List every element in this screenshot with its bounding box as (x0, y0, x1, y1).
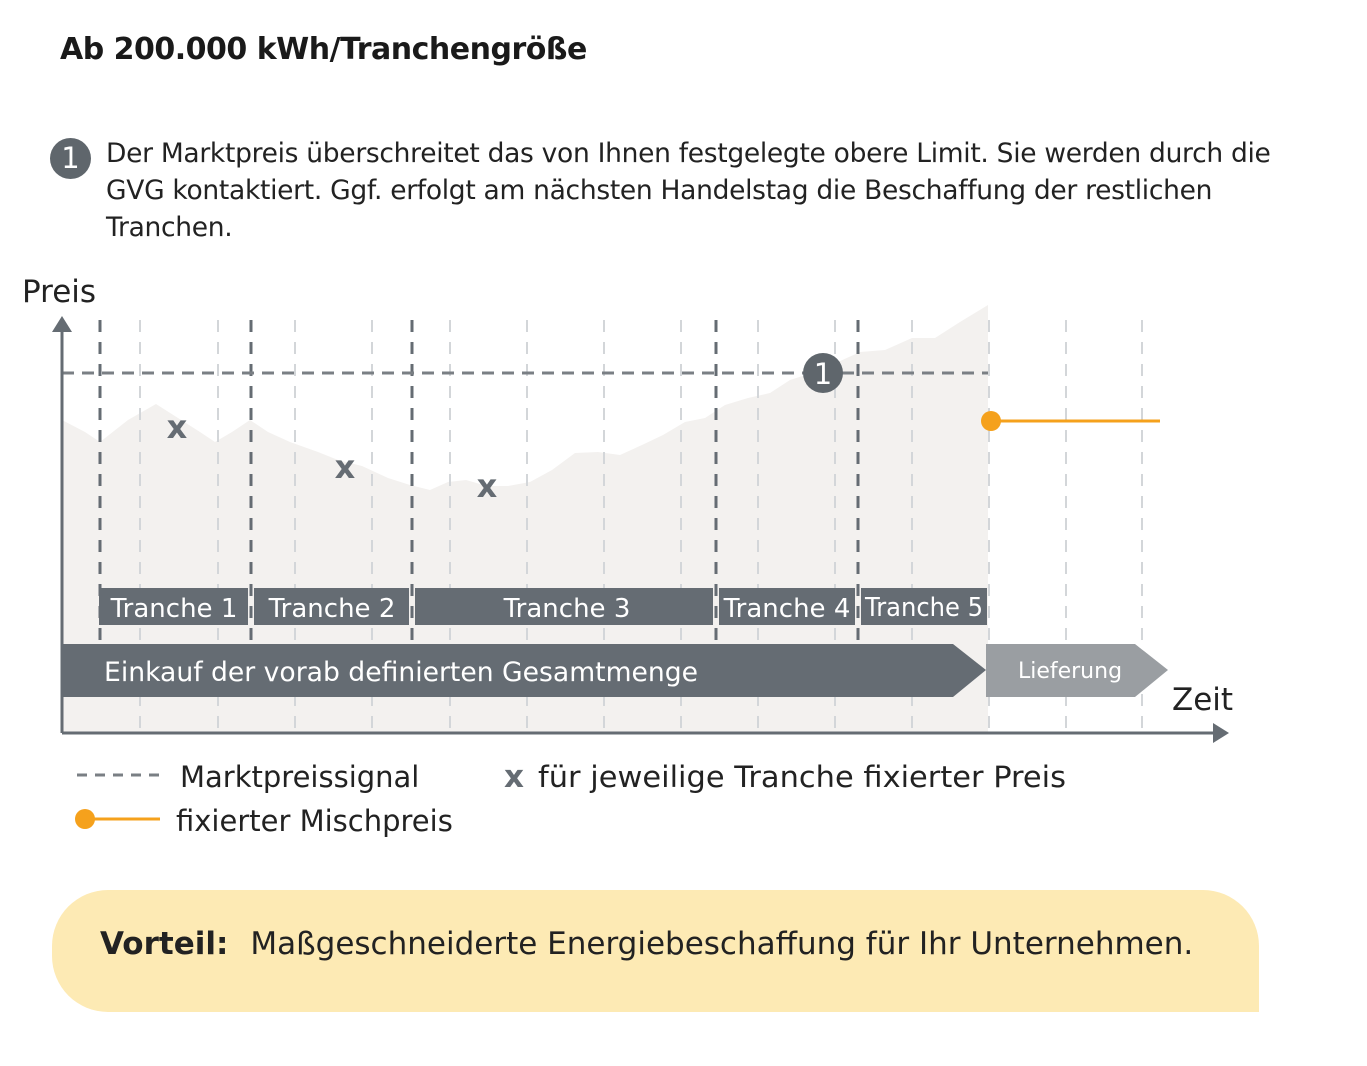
purchase-arrow-label: Einkauf der vorab definierten Gesamtmenge (104, 657, 698, 688)
advantage-box (52, 890, 1259, 1012)
delivery-arrow-label: Lieferung (1017, 659, 1123, 684)
advantage-label: Vorteil: (100, 926, 229, 962)
legend-signal-label: Marktpreissignal (180, 760, 420, 794)
fixed-price-marker-tranche-2: x (334, 448, 356, 486)
page-title: Ab 200.000 kWh/Tranchengröße (60, 32, 587, 67)
legend-fixed-price-label: für jeweilige Tranche fixierter Preis (538, 760, 1066, 794)
mixed-price-dot (981, 411, 1001, 431)
signal-marker-number: 1 (813, 357, 833, 391)
y-axis-label: Preis (22, 274, 97, 310)
note-text: Der Marktpreis überschreitet das von Ihnen festgelegte obere Limit. Sie werden durch die GVG kontaktiert. Ggf. erfolgt am nächsten Handelstag die Beschaffung der restlichen Tranchen. (106, 138, 1271, 243)
fixed-price-marker-tranche-1: x (166, 408, 188, 446)
legend-mixed-price-dot (75, 809, 95, 829)
legend-x-symbol: x (504, 759, 524, 795)
tranche-5-label: Tranche 5 (864, 593, 983, 623)
procurement-diagram (0, 250, 1367, 870)
x-axis-label: Zeit (1172, 682, 1234, 718)
fixed-price-marker-tranche-3: x (476, 467, 498, 505)
tranche-4-label: Tranche 4 (723, 594, 851, 624)
advantage-text: Maßgeschneiderte Energiebeschaffung für Ihr Unternehmen. (250, 926, 1194, 962)
tranche-3-label: Tranche 3 (503, 594, 631, 624)
note-number-badge: 1 (50, 138, 91, 179)
tranche-2-label: Tranche 2 (268, 594, 396, 624)
y-axis-arrowhead (52, 316, 72, 332)
tranche-1-label: Tranche 1 (110, 594, 238, 624)
legend-mixed-price-label: fixierter Mischpreis (176, 804, 453, 838)
x-axis-arrowhead (1213, 723, 1229, 743)
advantage-line (100, 926, 1193, 962)
